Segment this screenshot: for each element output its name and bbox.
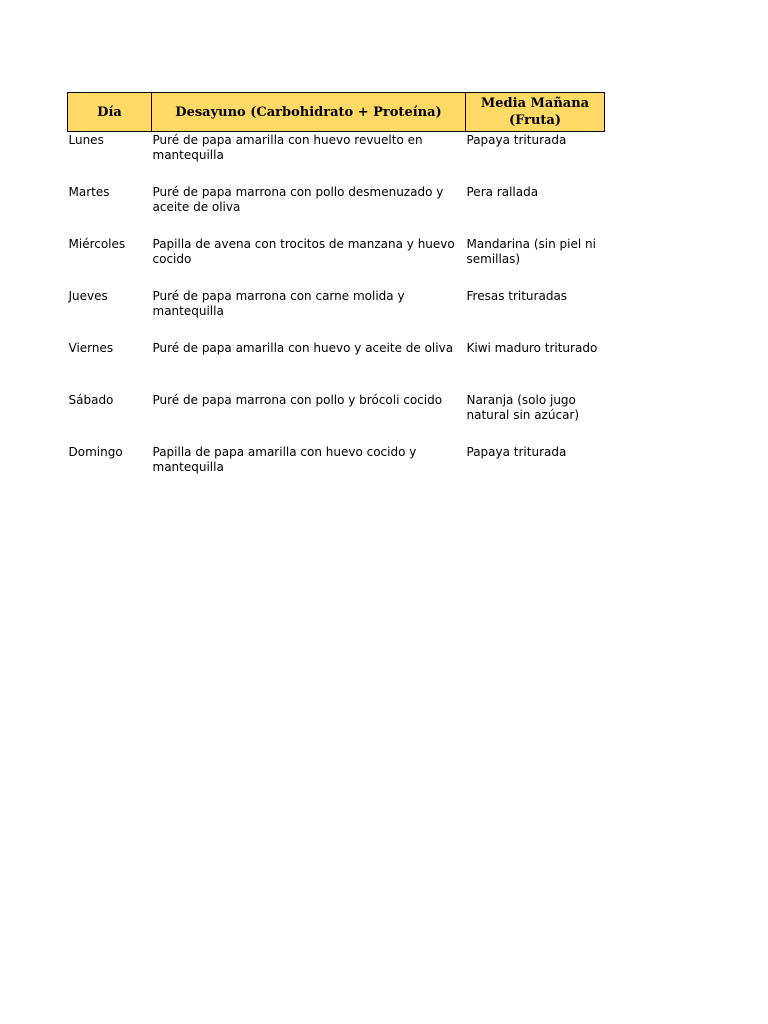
day-cell [68,392,152,444]
snack-text: Kiwi maduro triturado [466,341,598,355]
snack-text: Papaya triturada [466,445,567,459]
snack-cell [466,132,605,185]
day-cell [68,132,152,185]
day-cell [68,236,152,288]
snack-text: Mandarina (sin piel ni semillas) [466,237,596,266]
breakfast-cell [152,288,466,340]
snack-cell [466,236,605,288]
breakfast-text: Puré de papa marrona con carne molida y mantequilla [152,289,405,318]
day-text: Domingo [68,445,123,459]
header-row [68,93,605,132]
snack-cell [466,288,605,340]
snack-text: Naranja (solo jugo natural sin azúcar) [466,393,580,422]
breakfast-text: Puré de papa marrona con pollo y brócoli cocido [152,393,443,407]
day-text: Viernes [68,341,114,355]
table-row [68,236,605,288]
breakfast-cell [152,236,466,288]
snack-cell [466,444,605,496]
breakfast-cell [152,444,466,496]
day-cell [68,184,152,236]
meal-plan-table [67,92,605,496]
day-cell [68,444,152,496]
breakfast-cell [152,184,466,236]
snack-text: Fresas trituradas [466,289,568,303]
day-text: Miércoles [68,237,126,251]
breakfast-cell [152,392,466,444]
breakfast-text: Papilla de avena con trocitos de manzana y huevo cocido [152,237,455,266]
day-text: Lunes [68,133,104,147]
header-breakfast: Desayuno (Carbohidrato + Proteína) [152,93,466,132]
breakfast-text: Puré de papa amarilla con huevo revuelto en mantequilla [152,133,423,162]
table-row [68,132,605,185]
meal-plan-sheet [67,92,605,496]
breakfast-text: Papilla de papa amarilla con huevo cocido y mantequilla [152,445,417,474]
snack-text: Papaya triturada [466,133,567,147]
snack-cell [466,340,605,392]
day-cell [68,340,152,392]
table-row [68,392,605,444]
table-row [68,444,605,496]
breakfast-text: Puré de papa amarilla con huevo y aceite de oliva [152,341,454,355]
breakfast-cell [152,340,466,392]
snack-cell [466,184,605,236]
snack-text: Pera rallada [466,185,539,199]
day-text: Jueves [68,289,108,303]
day-cell [68,288,152,340]
breakfast-cell [152,132,466,185]
table-row [68,184,605,236]
table-row [68,288,605,340]
day-text: Martes [68,185,110,199]
header-snack: Media Mañana (Fruta) [466,93,605,132]
snack-cell [466,392,605,444]
header-day: Día [68,93,152,132]
breakfast-text: Puré de papa marrona con pollo desmenuzado y aceite de oliva [152,185,444,214]
day-text: Sábado [68,393,114,407]
table-row [68,340,605,392]
